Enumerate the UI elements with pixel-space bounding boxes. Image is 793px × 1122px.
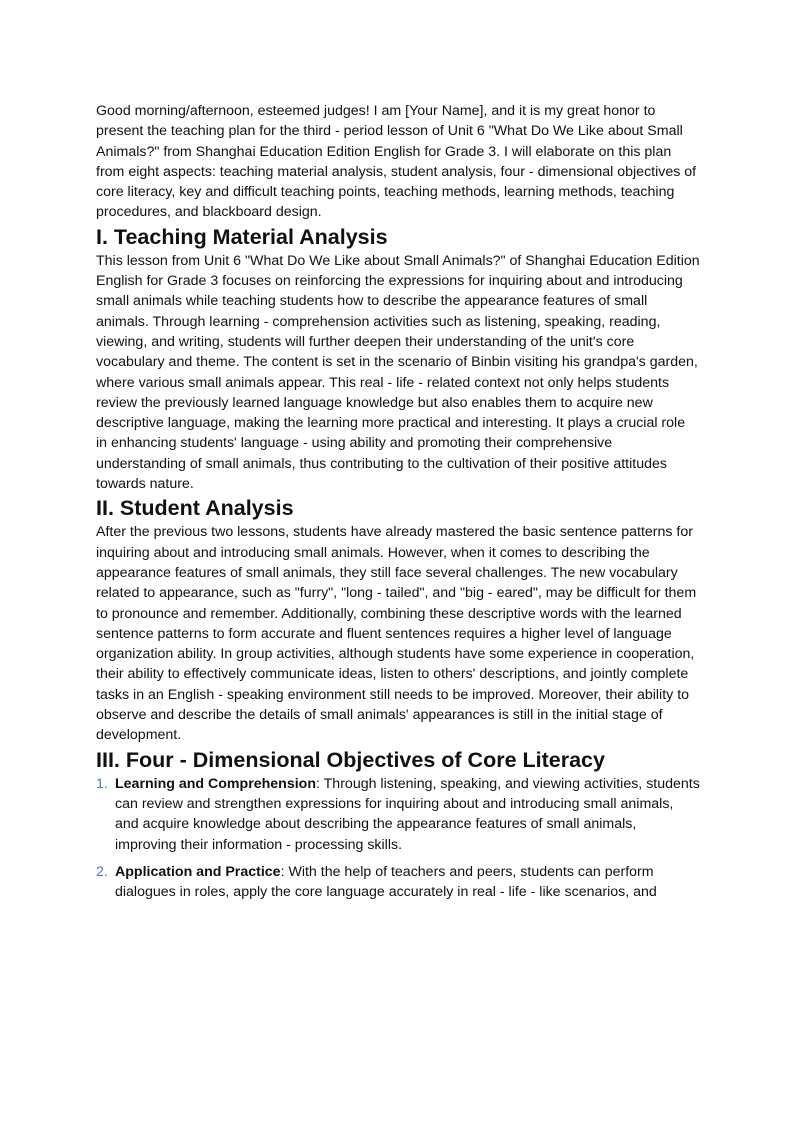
- section-heading-student-analysis: II. Student Analysis: [96, 496, 294, 521]
- list-item: [96, 862, 700, 903]
- student-analysis-paragraph: After the previous two lessons, students have already mastered the basic sentence patterns for inquiring about and introducing small animals. However, when it comes to describing the appearance features of small animals, they still face several challenges. The new vocabulary related to appearance, such as "furry", "long - tailed", and "big - eared", may be difficult for them to pronounce and remember. Additionally, combining these descriptive words with the learned sentence patterns to form accurate and fluent sentences requires a higher level of language organization ability. In group activities, although students have some experience in cooperation, their ability to effectively communicate ideas, listen to others' descriptions, and jointly complete tasks in an English - speaking environment still needs to be improved. Moreover, their ability to observe and describe the details of small animals' appearances is still in the initial stage of development.: [96, 524, 697, 744]
- list-item-number: 1.: [96, 775, 108, 792]
- list-item-title: Application and Practice: [115, 863, 281, 880]
- teaching-material-paragraph: This lesson from Unit 6 "What Do We Like about Small Animals?" of Shanghai Education Edition English for Grade 3 focuses on reinforcing the expressions for inquiring about and introducing small animals while teaching students how to describe the appearance features of small animals. Through learning - comprehension activities such as listening, speaking, reading, viewing, and writing, students will further deepen their understanding of the unit's core vocabulary and theme. The content is set in the scenario of Binbin visiting his grandpa's garden, where various small animals appear. This real - life - related context not only helps students review the previously learned language knowledge but also enables them to acquire new descriptive language, making the learning more practical and interesting. It plays a crucial role in enhancing students' language - using ability and promoting their comprehensive understanding of small animals, thus contributing to the cultivation of their positive attitudes towards nature.: [96, 252, 700, 493]
- intro-paragraph: Good morning/afternoon, esteemed judges! I am [Your Name], and it is my great honor to present the teaching plan for the third - period lesson of Unit 6 "What Do We Like about Small Animals?" from Shanghai Education Edition English for Grade 3. I will elaborate on this plan from eight aspects: teaching material analysis, student analysis, four - dimensional objectives of core literacy, key and difficult teaching points, teaching methods, learning methods, teaching procedures, and blackboard design.: [96, 103, 697, 221]
- list-item-text: : With the help of teachers and peers, students can perform dialogues in roles, apply the core language accurately in real - life - like scenarios, and: [115, 863, 657, 901]
- section-heading-teaching-material: I. Teaching Material Analysis: [96, 224, 388, 249]
- objectives-list: [96, 774, 700, 903]
- list-item-text: : Through listening, speaking, and viewing activities, students can review and strengthen expressions for inquiring about and introducing small animals, and acquire knowledge about describing the appearance features of small animals, improving their information - processing skills.: [115, 775, 700, 853]
- document-page: [96, 101, 700, 909]
- list-item-title: Learning and Comprehension: [115, 775, 317, 792]
- list-item: [96, 774, 700, 855]
- section-heading-objectives: III. Four - Dimensional Objectives of Core Literacy: [96, 747, 605, 772]
- list-item-number: 2.: [96, 863, 108, 880]
